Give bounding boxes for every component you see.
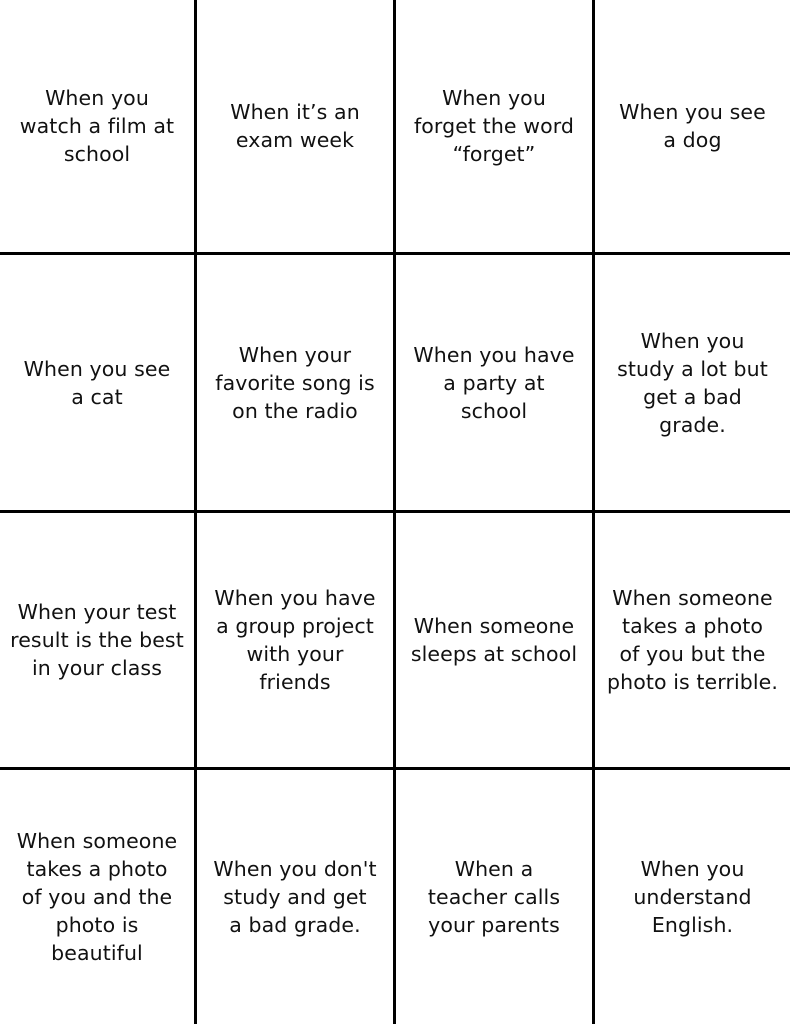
card-text: When you watch a film at school: [19, 86, 175, 166]
card-text: When someone sleeps at school: [410, 614, 578, 666]
card-film-at-school: [0, 0, 194, 252]
card-text: When you don't study and get a bad grade.: [213, 857, 377, 937]
card-no-study-bad-grade: [197, 770, 393, 1024]
card-text: When you understand English.: [633, 857, 752, 937]
card-teacher-calls-parents: [396, 770, 592, 1024]
card-terrible-photo: [595, 513, 790, 767]
card-text: When a teacher calls your parents: [427, 857, 561, 937]
card-study-bad-grade: [595, 255, 790, 510]
card-text: When you see a dog: [619, 100, 766, 152]
card-group-project: [197, 513, 393, 767]
card-text: When someone takes a photo of you but the photo is terrible.: [606, 586, 778, 694]
card-see-cat: [0, 255, 194, 510]
card-best-test-result: [0, 513, 194, 767]
card-party-at-school: [396, 255, 592, 510]
card-exam-week: [197, 0, 393, 252]
card-see-dog: [595, 0, 790, 252]
card-text: When you have a group project with your friends: [214, 586, 376, 694]
card-text: When it’s an exam week: [230, 100, 360, 152]
card-understand-english: [595, 770, 790, 1024]
card-sleeps-at-school: [396, 513, 592, 767]
card-text: When you study a lot but get a bad grade.: [617, 328, 768, 437]
card-text: When your test result is the best in your class: [10, 600, 184, 680]
card-text: When you have a party at school: [413, 342, 575, 423]
card-text: When someone takes a photo of you and the photo is beautiful: [16, 829, 178, 965]
card-text: When you forget the word “forget”: [413, 86, 575, 166]
card-text: When you see a cat: [23, 356, 171, 409]
card-favorite-song: [197, 255, 393, 510]
card-text: When your favorite song is on the radio: [215, 342, 375, 423]
card-forget-word: [396, 0, 592, 252]
card-beautiful-photo: [0, 770, 194, 1024]
